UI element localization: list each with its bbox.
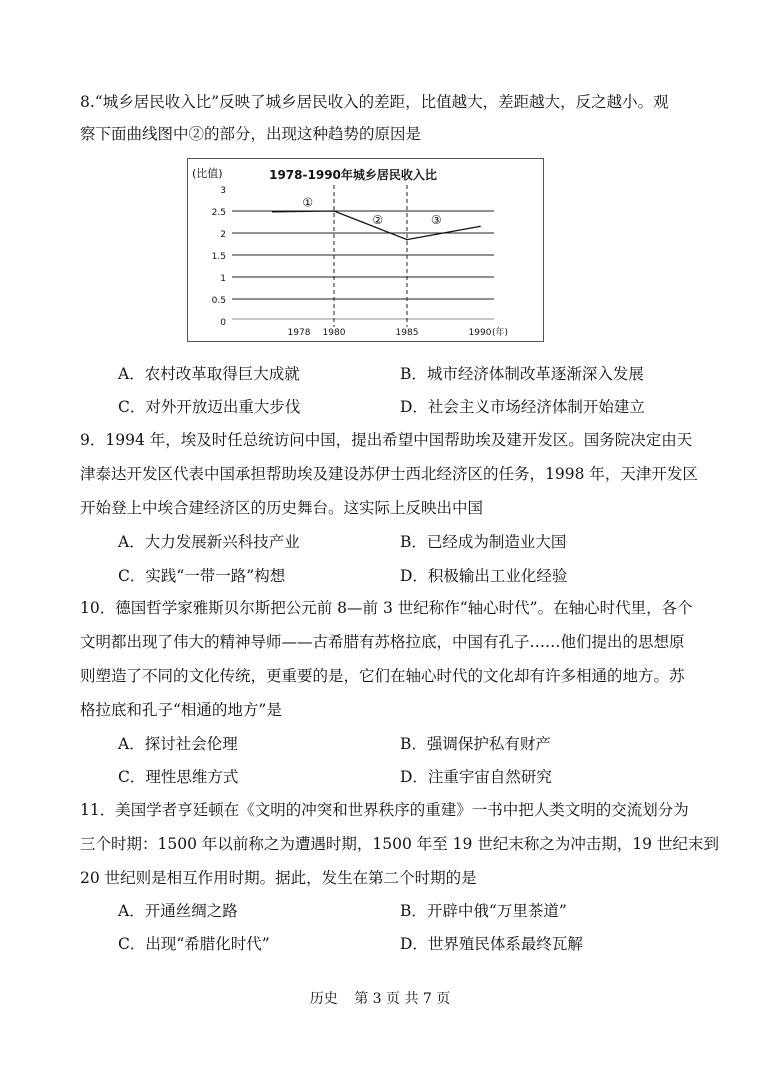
q10-option-c: C．理性思维方式 bbox=[118, 768, 239, 786]
chart-xtick-label: 1985 bbox=[395, 328, 419, 338]
q9-option-c: C．实践“一带一路”构想 bbox=[118, 567, 286, 585]
chart-title: 1978-1990年城乡居民收入比 bbox=[269, 168, 437, 182]
q10-stem-line-1: 10．德国哲学家雅斯贝尔斯把公元前 8—前 3 世纪称作“轴心时代”。在轴心时代里，各个 bbox=[80, 599, 693, 617]
chart-annotation: ② bbox=[372, 213, 384, 228]
q11-stem-line-2: 三个时期：1500 年以前称之为遭遇时期，1500 年至 19 世纪末称之为冲击期，19 世纪末到 bbox=[80, 835, 719, 853]
chart-annotation: ③ bbox=[430, 213, 442, 228]
chart-ytick-label: 2 bbox=[220, 230, 226, 240]
q10-stem-line-3: 则塑造了不同的文化传统，更重要的是，它们在轴心时代的文化却有许多相通的地方。苏 bbox=[80, 667, 685, 685]
q8-option-c: C．对外开放迈出重大步伐 bbox=[118, 398, 301, 416]
q10-option-b: B．强调保护私有财产 bbox=[400, 735, 551, 753]
chart-xtick-label: 1978 bbox=[287, 328, 311, 338]
chart-xtick-label: 1990 bbox=[468, 328, 492, 338]
chart-canvas bbox=[188, 159, 543, 341]
q8-option-d: D．社会主义市场经济体制开始建立 bbox=[400, 398, 645, 416]
income-ratio-chart bbox=[187, 158, 544, 342]
footer-subject: 历史 bbox=[309, 991, 338, 1007]
chart-ytick-label: 3 bbox=[220, 186, 226, 196]
q8-option-a: A．农村改革取得巨大成就 bbox=[118, 365, 300, 383]
q11-option-b: B．开辟中俄“万里茶道” bbox=[400, 902, 567, 920]
chart-ytick-label: 0.5 bbox=[211, 296, 226, 306]
chart-ytick-label: 2.5 bbox=[211, 208, 226, 218]
q8-stem-line-2: 察下面曲线图中②的部分，出现这种趋势的原因是 bbox=[80, 125, 422, 143]
chart-xtick-label: 1980 bbox=[322, 328, 346, 338]
q9-stem-line-1: 9．1994 年，埃及时任总统访问中国，提出希望中国帮助埃及建开发区。国务院决定由天 bbox=[80, 431, 693, 449]
q11-option-c: C．出现“希腊化时代” bbox=[118, 935, 270, 953]
q10-option-a: A．探讨社会伦理 bbox=[118, 735, 238, 753]
q9-option-b: B．已经成为制造业大国 bbox=[400, 533, 567, 551]
chart-data-point bbox=[333, 210, 335, 212]
q11-option-d: D．世界殖民体系最终瓦解 bbox=[400, 935, 583, 953]
chart-xlabel: (年) bbox=[491, 328, 509, 338]
q10-stem-line-4: 格拉底和孔子“相通的地方”是 bbox=[80, 701, 282, 719]
q11-option-a: A．开通丝绸之路 bbox=[118, 902, 238, 920]
q11-stem-line-1: 11．美国学者亨廷顿在《文明的冲突和世界秩序的重建》一书中把人类文明的交流划分为 bbox=[80, 801, 689, 819]
footer-page-info: 第 3 页 共 7 页 bbox=[354, 991, 451, 1007]
q9-option-d: D．积极输出工业化经验 bbox=[400, 567, 568, 585]
chart-ytick-label: 1 bbox=[220, 274, 226, 284]
q9-stem-line-3: 开始登上中埃合建经济区的历史舞台。这实际上反映出中国 bbox=[80, 499, 484, 517]
page-footer bbox=[0, 988, 760, 1008]
q10-option-d: D．注重宇宙自然研究 bbox=[400, 768, 552, 786]
q8-option-b: B．城市经济体制改革逐渐深入发展 bbox=[400, 365, 644, 383]
q9-stem-line-2: 津泰达开发区代表中国承担帮助埃及建设苏伊士西北经济区的任务，1998 年，天津开发区 bbox=[80, 465, 698, 483]
q11-stem-line-3: 20 世纪则是相互作用时期。据此，发生在第二个时期的是 bbox=[80, 869, 477, 887]
chart-data-point bbox=[272, 211, 274, 213]
chart-data-point bbox=[406, 239, 408, 241]
chart-annotation: ① bbox=[302, 195, 314, 210]
chart-ytick-label: 0 bbox=[220, 318, 226, 328]
q9-option-a: A．大力发展新兴科技产业 bbox=[118, 533, 300, 551]
chart-ylabel: (比值) bbox=[192, 167, 223, 180]
q8-stem-line-1: 8.“城乡居民收入比”反映了城乡居民收入的差距，比值越大，差距越大，反之越小。观 bbox=[80, 93, 669, 111]
chart-data-point bbox=[479, 226, 481, 228]
chart-ytick-label: 1.5 bbox=[211, 252, 226, 262]
q10-stem-line-2: 文明都出现了伟大的精神导师——古希腊有苏格拉底，中国有孔子……他们提出的思想原 bbox=[80, 633, 685, 651]
